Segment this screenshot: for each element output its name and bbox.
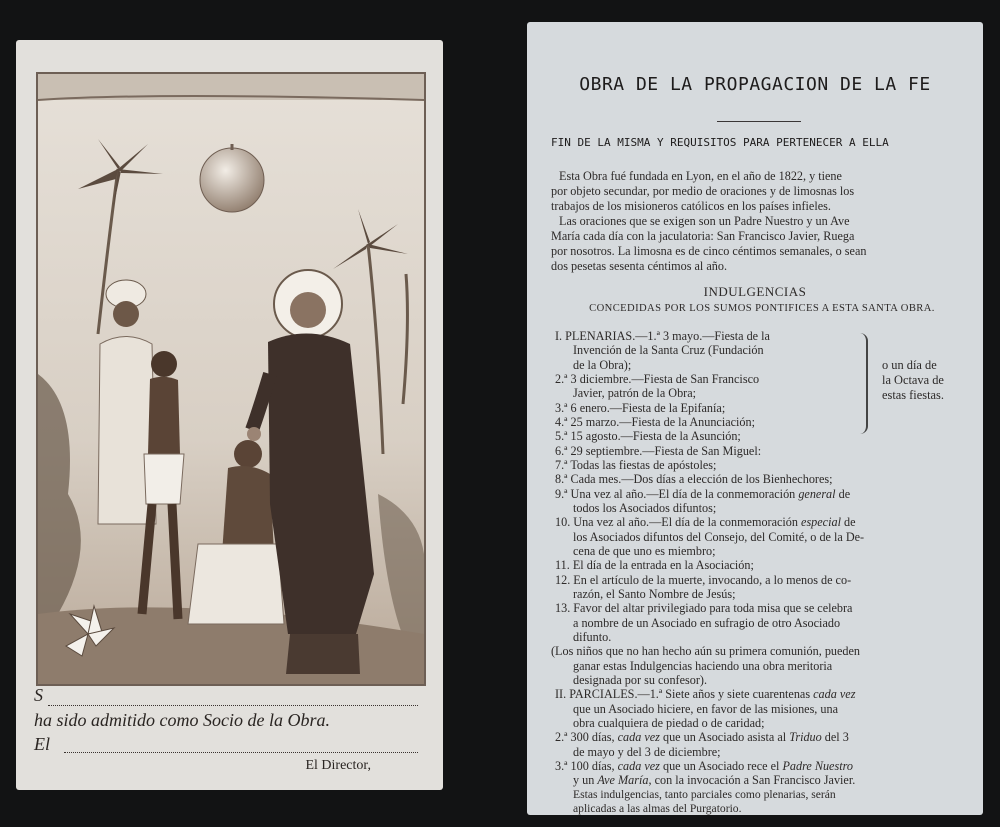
indulgence-line: Estas indulgencias, tanto parciales como plenarias, serán [573,787,836,801]
indulgence-line: de mayo y del 3 de diciembre; [573,744,721,759]
brace-divider [860,333,868,433]
illustration-scene [38,74,424,684]
indulgence-line: todos los Asociados difuntos; [573,501,717,515]
indulgence-line: 8.ª Cada mes.—Dos días a elección de los Bienhechores; [555,472,833,487]
issuer-line [64,752,418,753]
intro-line: por nosotros. La limosna es de cinco céntimos semanales, o sean [551,244,867,258]
devotional-illustration [36,72,426,686]
indulgence-line: 12. En el artículo de la muerte, invocando, a lo menos de co- [555,572,852,587]
indulgence-line: 3.ª 6 enero.—Fiesta de la Epifanía; [555,400,726,415]
indulgence-line: 10. Una vez al año.—El día de la conmemoración especial de [555,515,856,530]
intro-line: por objeto secundar, por medio de oraciones y de limosnas los [551,184,855,198]
indulgence-line: 3.ª 100 días, cada vez que un Asociado rece el Padre Nuestro [555,759,853,773]
indulgence-line: 13. Favor del altar privilegiado para toda misa que se celebra [555,601,853,616]
intro-line: María cada día con la jaculatoria: San Francisco Javier, Ruega [551,229,855,243]
indulgence-line: y un Ave María, con la invocación a San Francisco Javier. [573,773,856,788]
indulgence-line: ganar estas Indulgencias haciendo una obra meritoria [573,658,833,673]
globe-icon [200,148,264,212]
director-signature-label: El Director, [305,758,371,773]
card-title: OBRA DE LA PROPAGACION DE LA FE [579,74,931,95]
indulgence-line: 7.ª Todas las fiestas de apóstoles; [555,458,717,472]
indulgence-line: difunto. [573,630,612,644]
membership-card-back [527,22,983,815]
intro-line: dos pesetas sesenta céntimos al año. [551,259,727,273]
recipient-name-line [48,705,418,706]
indulgence-line: 2.ª 3 diciembre.—Fiesta de San Francisco [555,372,760,386]
indulgence-line: los Asociados difuntos del Consejo, del Comité, o de la De- [573,529,865,544]
indulgence-line: II. PARCIALES.—1.ª Siete años y siete cuarentenas cada vez [555,687,856,702]
intro-line: Esta Obra fué fundada en Lyon, en el año de 1822, y tiene [559,169,842,183]
card-subtitle: FIN DE LA MISMA Y REQUISITOS PARA PERTENECER A ELLA [551,136,889,149]
indulgence-line: Javier, patrón de la Obra; [573,386,697,401]
indulgence-line: obra cualquiera de piedad o de caridad; [573,716,765,730]
recipient-name-label: S [34,685,43,705]
indulgence-line: 6.ª 29 septiembre.—Fiesta de San Miguel: [555,443,762,458]
intro-line: trabajos de los misioneros católicos en los países infieles. [551,199,831,213]
admitted-statement: ha sido admitido como Socio de la Obra. [34,710,330,730]
octave-note [882,358,944,403]
indulgence-line: 9.ª Una vez al año.—El día de la conmemoración general de [555,486,851,501]
octave-note-line: la Octava de [882,372,944,387]
indulgence-line: (Los niños que no han hecho aún su primera comunión, pueden [551,644,861,659]
intro-line: Las oraciones que se exigen son un Padre Nuestro y un Ave [559,214,850,228]
indulgence-line: que un Asociado hiciere, en favor de las misiones, una [573,701,839,716]
membership-card-front [16,40,443,790]
indulgence-line: 2.ª 300 días, cada vez que un Asociado asista al Triduo del 3 [555,730,849,745]
indulgences-subheading: CONCEDIDAS POR LOS SUMOS PONTIFICES A ESTA SANTA OBRA. [589,303,935,314]
indulgence-line: cena de que uno es miembro; [573,544,716,558]
indulgence-line: de la Obra); [573,357,632,372]
indulgence-line: aplicadas a las almas del Purgatorio. [573,802,742,815]
indulgence-line: designada por su confesor). [573,673,708,687]
title-divider [717,121,801,122]
indulgence-line: 5.ª 15 agosto.—Fiesta de la Asunción; [555,429,741,444]
indulgence-line: 11. El día de la entrada en la Asociación; [555,558,754,573]
indulgence-line: a nombre de un Asociado en sufragio de otro Asociado [573,615,841,630]
indulgence-line: Invención de la Santa Cruz (Fundación [573,343,764,358]
indulgence-line: 4.ª 25 marzo.—Fiesta de la Anunciación; [555,415,756,429]
octave-note-line: estas fiestas. [882,387,944,402]
indulgences-heading: INDULGENCIAS [703,284,807,299]
issuer-label: El [34,734,50,754]
indulgence-line: razón, el Santo Nombre de Jesús; [573,587,736,601]
indulgence-line: I. PLENARIAS.—1.ª 3 mayo.—Fiesta de la [555,329,770,343]
octave-note-line: o un día de [882,357,937,372]
